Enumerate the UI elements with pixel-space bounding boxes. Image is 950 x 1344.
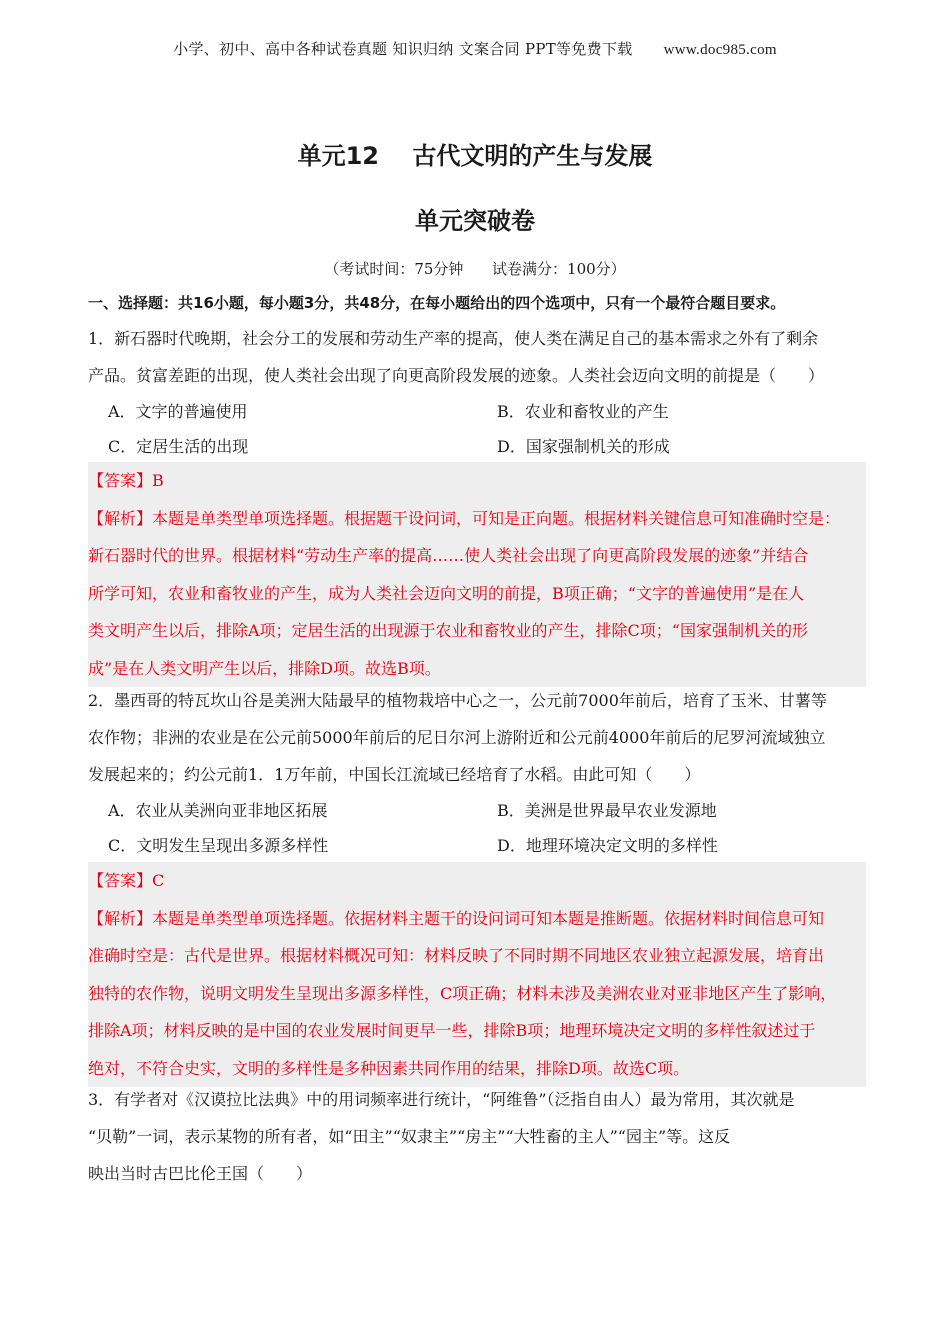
question-3 xyxy=(88,1081,866,1192)
question-stem-line: “贝勒”一词，表示某物的所有者，如“田主”“奴隶主”“房主”“大牲畜的主人”“园主”等。这反 xyxy=(88,1127,731,1146)
answer-label: 【答案】B xyxy=(88,471,164,490)
question-stem-line: 1．新石器时代晚期，社会分工的发展和劳动生产率的提高，使人类在满足自己的基本需求之外有了剩余 xyxy=(88,329,819,348)
answer-box-2 xyxy=(88,862,866,1087)
question-1 xyxy=(88,320,866,464)
option-row xyxy=(88,394,866,429)
option-row xyxy=(88,429,866,464)
option-b: B．美洲是世界最早农业发源地 xyxy=(497,801,717,820)
header-tagline: 小学、初中、高中各种试卷真题 知识归纳 文案合同 PPT等免费下载 xyxy=(173,40,633,58)
exam-info: （考试时间：75分钟 试卷满分：100分） xyxy=(324,260,626,278)
analysis-line: 类文明产生以后，排除A项；定居生活的出现源于农业和畜牧业的产生，排除C项；“国家强制机关的形 xyxy=(88,621,808,640)
question-stem-line: 映出当时古巴比伦王国（ ） xyxy=(88,1164,313,1183)
option-c: C．文明发生呈现出多源多样性 xyxy=(108,836,329,855)
option-d: D．地理环境决定文明的多样性 xyxy=(497,836,718,855)
question-stem-line: 3．有学者对《汉谟拉比法典》中的用词频率进行统计，“阿维鲁”（泛指自由人）最为常用，其次就是 xyxy=(88,1090,795,1109)
option-row xyxy=(88,793,866,828)
header-url[interactable]: www.doc985.com xyxy=(663,42,777,58)
question-stem-line: 发展起来的；约公元前1．1万年前，中国长江流域已经培育了水稻。由此可知（ ） xyxy=(88,765,701,784)
option-d: D．国家强制机关的形成 xyxy=(497,437,670,456)
answer-box-1 xyxy=(88,462,866,687)
question-stem-line: 农作物；非洲的农业是在公元前5000年前后的尼日尔河上游附近和公元前4000年前后的尼罗河流域独立 xyxy=(88,728,826,747)
question-stem-line: 2．墨西哥的特瓦坎山谷是美洲大陆最早的植物栽培中心之一，公元前7000年前后，培育了玉米、甘薯等 xyxy=(88,691,827,710)
analysis-line: 新石器时代的世界。根据材料“劳动生产率的提高……使人类社会出现了向更高阶段发展的迹象”并结合 xyxy=(88,546,809,565)
analysis-line: 准确时空是：古代是世界。根据材料概况可知：材料反映了不同时期不同地区农业独立起源发展，培育出 xyxy=(88,946,825,965)
analysis-line: 成”是在人类文明产生以后，排除D项。故选B项。 xyxy=(88,658,441,678)
question-2 xyxy=(88,682,866,863)
analysis-line: 【解析】本题是单类型单项选择题。根据题干设问词，可知是正向题。根据材料关键信息可知准确时空是： xyxy=(88,508,841,528)
analysis-line: 排除A项；材料反映的是中国的农业发展时间更早一些，排除B项；地理环境决定文明的多样性叙述过于 xyxy=(88,1021,816,1040)
document-subtitle: 单元突破卷 xyxy=(415,207,535,235)
analysis-line: 绝对，不符合史实，文明的多样性是多种因素共同作用的结果，排除D项。故选C项。 xyxy=(88,1058,690,1078)
analysis-line: 【解析】本题是单类型单项选择题。依据材料主题干的设问词可知本题是推断题。依据材料时间信息可知 xyxy=(88,908,825,928)
analysis-line: 所学可知，农业和畜牧业的产生，成为人类社会迈向文明的前提，B项正确；“文字的普遍使用”是在人 xyxy=(88,583,805,603)
document-title: 单元12 古代文明的产生与发展 xyxy=(297,142,653,170)
analysis-line: 独特的农作物，说明文明发生呈现出多源多样性，C项正确；材料未涉及美洲农业对亚非地区产生了影响， xyxy=(88,983,837,1003)
page-header xyxy=(0,38,950,59)
answer-label: 【答案】C xyxy=(88,871,165,890)
option-c: C．定居生活的出现 xyxy=(108,437,249,456)
option-a: A．农业从美洲向亚非地区拓展 xyxy=(108,801,328,820)
option-b: B．农业和畜牧业的产生 xyxy=(497,402,669,421)
option-a: A．文字的普遍使用 xyxy=(108,402,248,421)
question-stem-line: 产品。贫富差距的出现，使人类社会出现了向更高阶段发展的迹象。人类社会迈向文明的前提是（ ） xyxy=(88,366,825,385)
option-row xyxy=(88,828,866,863)
section-heading: 一、选择题：共16小题，每小题3分，共48分，在每小题给出的四个选项中，只有一个最符合题目要求。 xyxy=(88,294,786,312)
